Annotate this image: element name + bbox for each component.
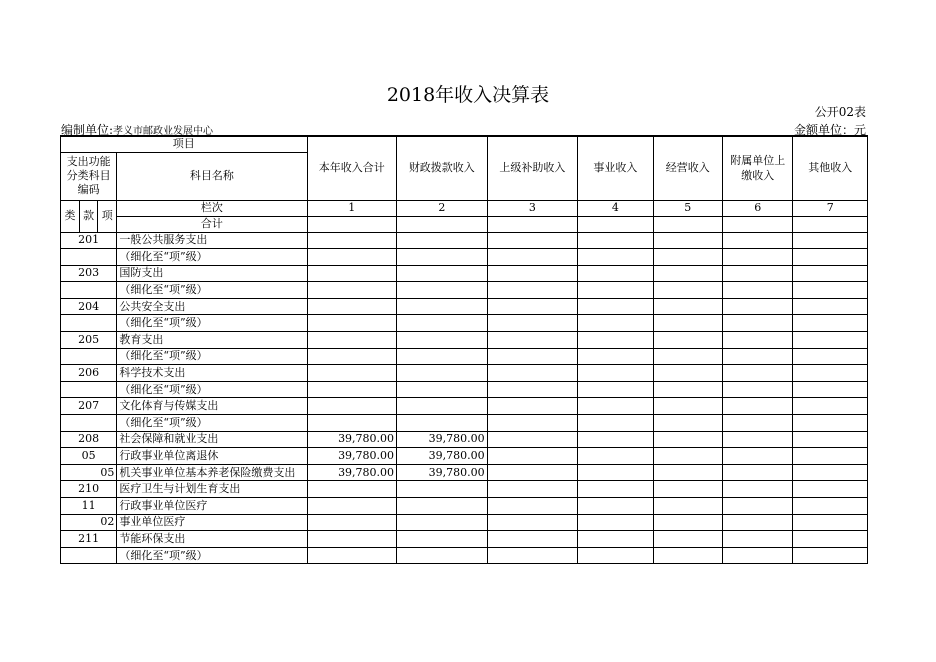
row-empty-cell: [578, 332, 653, 349]
row-total-income: [307, 498, 397, 515]
table-row: [61, 481, 868, 498]
col-num-7: 7: [793, 200, 868, 216]
row-code: 05: [61, 448, 117, 465]
row-empty-cell: [578, 348, 653, 365]
row-total-income: [307, 282, 397, 299]
row-fiscal-income: [397, 348, 488, 365]
row-total-income: [307, 315, 397, 332]
row-code: [61, 315, 117, 332]
row-empty-cell: [487, 431, 578, 448]
row-empty-cell: [578, 282, 653, 299]
row-empty-cell: [487, 481, 578, 498]
row-empty-cell: [487, 265, 578, 282]
row-code: [61, 547, 117, 564]
row-empty-cell: [793, 232, 868, 249]
row-fiscal-income: [397, 381, 488, 398]
row-total-income: 39,780.00: [307, 448, 397, 465]
header-lei: 类: [61, 200, 80, 232]
row-empty-cell: [653, 232, 722, 249]
col-header-4: 事业收入: [578, 136, 653, 200]
row-code: [61, 415, 117, 432]
row-code: 211: [61, 531, 117, 548]
row-code: [61, 348, 117, 365]
row-subject-name: 文化体育与传媒支出: [117, 398, 307, 415]
row-empty-cell: [653, 481, 722, 498]
row-empty-cell: [653, 531, 722, 548]
row-empty-cell: [578, 498, 653, 515]
row-total-income: [307, 531, 397, 548]
row-empty-cell: [793, 514, 868, 531]
row-empty-cell: [793, 398, 868, 415]
row-empty-cell: [578, 481, 653, 498]
row-subject-name: 行政事业单位医疗: [117, 498, 307, 515]
row-code: 201: [61, 232, 117, 249]
row-empty-cell: [653, 398, 722, 415]
col-header-1: 本年收入合计: [307, 136, 397, 200]
total-cell: [793, 216, 868, 232]
row-total-income: [307, 481, 397, 498]
row-empty-cell: [487, 464, 578, 481]
row-code: 206: [61, 365, 117, 382]
row-empty-cell: [578, 298, 653, 315]
total-cell: [723, 216, 793, 232]
row-empty-cell: [793, 365, 868, 382]
row-subject-name: 医疗卫生与计划生育支出: [117, 481, 307, 498]
row-empty-cell: [578, 232, 653, 249]
row-empty-cell: [793, 265, 868, 282]
row-subject-name: 社会保障和就业支出: [117, 431, 307, 448]
row-total-income: [307, 514, 397, 531]
row-empty-cell: [723, 315, 793, 332]
row-total-income: [307, 298, 397, 315]
row-fiscal-income: [397, 547, 488, 564]
row-fiscal-income: [397, 265, 488, 282]
row-empty-cell: [723, 415, 793, 432]
col-num-2: 2: [397, 200, 488, 216]
row-code: [61, 282, 117, 299]
row-empty-cell: [723, 531, 793, 548]
row-subject-name: 节能环保支出: [117, 531, 307, 548]
row-fiscal-income: [397, 365, 488, 382]
row-subject-name: （细化至“项”级）: [117, 348, 307, 365]
data-rows: [61, 232, 868, 564]
row-empty-cell: [653, 315, 722, 332]
table-row: [61, 265, 868, 282]
row-code: 05: [61, 464, 117, 481]
row-empty-cell: [578, 547, 653, 564]
row-total-income: [307, 348, 397, 365]
table-row: [61, 315, 868, 332]
row-empty-cell: [793, 415, 868, 432]
row-empty-cell: [487, 381, 578, 398]
row-empty-cell: [653, 381, 722, 398]
col-header-6: 附属单位上缴收入: [723, 136, 793, 200]
report-title: 2018年收入决算表: [386, 84, 550, 106]
row-empty-cell: [723, 481, 793, 498]
col-num-5: 5: [653, 200, 722, 216]
total-cell: [307, 216, 397, 232]
row-fiscal-income: [397, 398, 488, 415]
table-row: [61, 514, 868, 531]
row-empty-cell: [723, 265, 793, 282]
row-empty-cell: [723, 448, 793, 465]
row-fiscal-income: [397, 282, 488, 299]
row-code: 11: [61, 498, 117, 515]
table-row: [61, 415, 868, 432]
row-empty-cell: [723, 431, 793, 448]
row-fiscal-income: [397, 481, 488, 498]
row-subject-name: （细化至“项”级）: [117, 282, 307, 299]
row-total-income: [307, 332, 397, 349]
row-empty-cell: [793, 464, 868, 481]
row-empty-cell: [487, 332, 578, 349]
row-subject-name: 教育支出: [117, 332, 307, 349]
row-empty-cell: [487, 514, 578, 531]
row-fiscal-income: [397, 232, 488, 249]
col-num-1: 1: [307, 200, 397, 216]
header-subject-name: 科目名称: [117, 152, 307, 200]
row-empty-cell: [653, 498, 722, 515]
row-fiscal-income: [397, 332, 488, 349]
table-row: [61, 282, 868, 299]
total-label: 合计: [117, 216, 307, 232]
row-subject-name: （细化至“项”级）: [117, 547, 307, 564]
row-code: [61, 249, 117, 266]
row-empty-cell: [487, 398, 578, 415]
col-num-6: 6: [723, 200, 793, 216]
row-total-income: [307, 547, 397, 564]
row-fiscal-income: [397, 298, 488, 315]
row-total-income: [307, 232, 397, 249]
row-empty-cell: [653, 514, 722, 531]
row-empty-cell: [487, 498, 578, 515]
row-empty-cell: [793, 381, 868, 398]
row-empty-cell: [793, 498, 868, 515]
row-empty-cell: [723, 332, 793, 349]
table-row: [61, 448, 868, 465]
row-fiscal-income: 39,780.00: [397, 448, 488, 465]
row-empty-cell: [653, 365, 722, 382]
table-row: [61, 547, 868, 564]
row-subject-name: （细化至“项”级）: [117, 249, 307, 266]
row-subject-name: 行政事业单位离退休: [117, 448, 307, 465]
form-number: 公开02表: [814, 105, 866, 119]
row-empty-cell: [578, 514, 653, 531]
row-empty-cell: [487, 448, 578, 465]
row-empty-cell: [793, 249, 868, 266]
table-row: [61, 232, 868, 249]
row-empty-cell: [793, 431, 868, 448]
row-empty-cell: [723, 398, 793, 415]
table-row: [61, 348, 868, 365]
table-row: [61, 298, 868, 315]
row-empty-cell: [793, 481, 868, 498]
row-empty-cell: [487, 249, 578, 266]
row-empty-cell: [487, 298, 578, 315]
row-code: 207: [61, 398, 117, 415]
row-empty-cell: [578, 249, 653, 266]
row-empty-cell: [487, 415, 578, 432]
table-row: [61, 398, 868, 415]
header-lanci: 栏次: [117, 200, 307, 216]
row-empty-cell: [793, 448, 868, 465]
row-total-income: 39,780.00: [307, 464, 397, 481]
row-empty-cell: [578, 448, 653, 465]
row-code: 203: [61, 265, 117, 282]
row-subject-name: （细化至“项”级）: [117, 381, 307, 398]
income-table: [60, 135, 868, 564]
row-empty-cell: [487, 348, 578, 365]
row-fiscal-income: [397, 514, 488, 531]
row-empty-cell: [487, 365, 578, 382]
row-empty-cell: [793, 298, 868, 315]
row-subject-name: 事业单位医疗: [117, 514, 307, 531]
row-code: [61, 381, 117, 398]
row-empty-cell: [578, 415, 653, 432]
total-cell: [653, 216, 722, 232]
row-fiscal-income: [397, 498, 488, 515]
header-project: 项目: [61, 136, 308, 152]
header-xiang: 项: [98, 200, 117, 232]
total-cell: [487, 216, 578, 232]
row-fiscal-income: 39,780.00: [397, 431, 488, 448]
row-empty-cell: [793, 531, 868, 548]
row-empty-cell: [653, 332, 722, 349]
row-empty-cell: [723, 232, 793, 249]
row-empty-cell: [723, 547, 793, 564]
row-fiscal-income: 39,780.00: [397, 464, 488, 481]
col-header-5: 经营收入: [653, 136, 722, 200]
row-empty-cell: [653, 547, 722, 564]
row-empty-cell: [723, 464, 793, 481]
row-empty-cell: [578, 431, 653, 448]
table-row: [61, 365, 868, 382]
row-empty-cell: [723, 365, 793, 382]
row-total-income: 39,780.00: [307, 431, 397, 448]
row-empty-cell: [653, 249, 722, 266]
total-cell: [578, 216, 653, 232]
col-header-7: 其他收入: [793, 136, 868, 200]
row-total-income: [307, 265, 397, 282]
row-fiscal-income: [397, 415, 488, 432]
row-total-income: [307, 365, 397, 382]
row-empty-cell: [653, 448, 722, 465]
row-subject-name: 一般公共服务支出: [117, 232, 307, 249]
row-empty-cell: [578, 315, 653, 332]
table-row: [61, 332, 868, 349]
row-empty-cell: [793, 315, 868, 332]
row-empty-cell: [578, 381, 653, 398]
row-empty-cell: [653, 282, 722, 299]
row-total-income: [307, 398, 397, 415]
row-subject-name: （细化至“项”级）: [117, 315, 307, 332]
row-empty-cell: [653, 415, 722, 432]
row-subject-name: 国防支出: [117, 265, 307, 282]
row-empty-cell: [723, 249, 793, 266]
row-empty-cell: [578, 531, 653, 548]
row-empty-cell: [793, 282, 868, 299]
row-empty-cell: [723, 348, 793, 365]
row-empty-cell: [578, 398, 653, 415]
row-empty-cell: [653, 265, 722, 282]
amount-unit: 金额单位：元: [793, 123, 866, 137]
row-empty-cell: [653, 431, 722, 448]
row-total-income: [307, 415, 397, 432]
row-empty-cell: [653, 348, 722, 365]
row-empty-cell: [487, 547, 578, 564]
row-empty-cell: [653, 464, 722, 481]
row-empty-cell: [578, 265, 653, 282]
row-empty-cell: [487, 315, 578, 332]
col-num-4: 4: [578, 200, 653, 216]
row-empty-cell: [487, 282, 578, 299]
row-code: 210: [61, 481, 117, 498]
table-row: [61, 464, 868, 481]
row-empty-cell: [793, 547, 868, 564]
table-row: [61, 531, 868, 548]
row-empty-cell: [578, 365, 653, 382]
table-row: [61, 249, 868, 266]
row-empty-cell: [487, 232, 578, 249]
table-row: [61, 431, 868, 448]
row-empty-cell: [723, 381, 793, 398]
row-empty-cell: [793, 332, 868, 349]
row-subject-name: 科学技术支出: [117, 365, 307, 382]
org-label: 编制单位:: [61, 123, 114, 137]
col-num-3: 3: [487, 200, 578, 216]
row-empty-cell: [653, 298, 722, 315]
row-subject-name: （细化至“项”级）: [117, 415, 307, 432]
row-code: 205: [61, 332, 117, 349]
row-empty-cell: [723, 282, 793, 299]
row-total-income: [307, 381, 397, 398]
col-header-3: 上级补助收入: [487, 136, 578, 200]
row-subject-name: 机关事业单位基本养老保险缴费支出: [117, 464, 307, 481]
row-code: 208: [61, 431, 117, 448]
row-total-income: [307, 249, 397, 266]
header-kuan: 款: [80, 200, 98, 232]
total-cell: [397, 216, 488, 232]
row-fiscal-income: [397, 531, 488, 548]
org-name: 孝义市邮政业发展中心: [113, 126, 214, 137]
row-fiscal-income: [397, 315, 488, 332]
row-code: 204: [61, 298, 117, 315]
row-subject-name: 公共安全支出: [117, 298, 307, 315]
table-row: [61, 381, 868, 398]
row-empty-cell: [793, 348, 868, 365]
table-row: [61, 498, 868, 515]
row-empty-cell: [578, 464, 653, 481]
header-func-code: 支出功能分类科目编码: [61, 152, 117, 200]
row-empty-cell: [723, 298, 793, 315]
row-fiscal-income: [397, 249, 488, 266]
row-code: 02: [61, 514, 117, 531]
row-empty-cell: [723, 498, 793, 515]
col-header-2: 财政拨款收入: [397, 136, 488, 200]
row-empty-cell: [487, 531, 578, 548]
row-empty-cell: [723, 514, 793, 531]
